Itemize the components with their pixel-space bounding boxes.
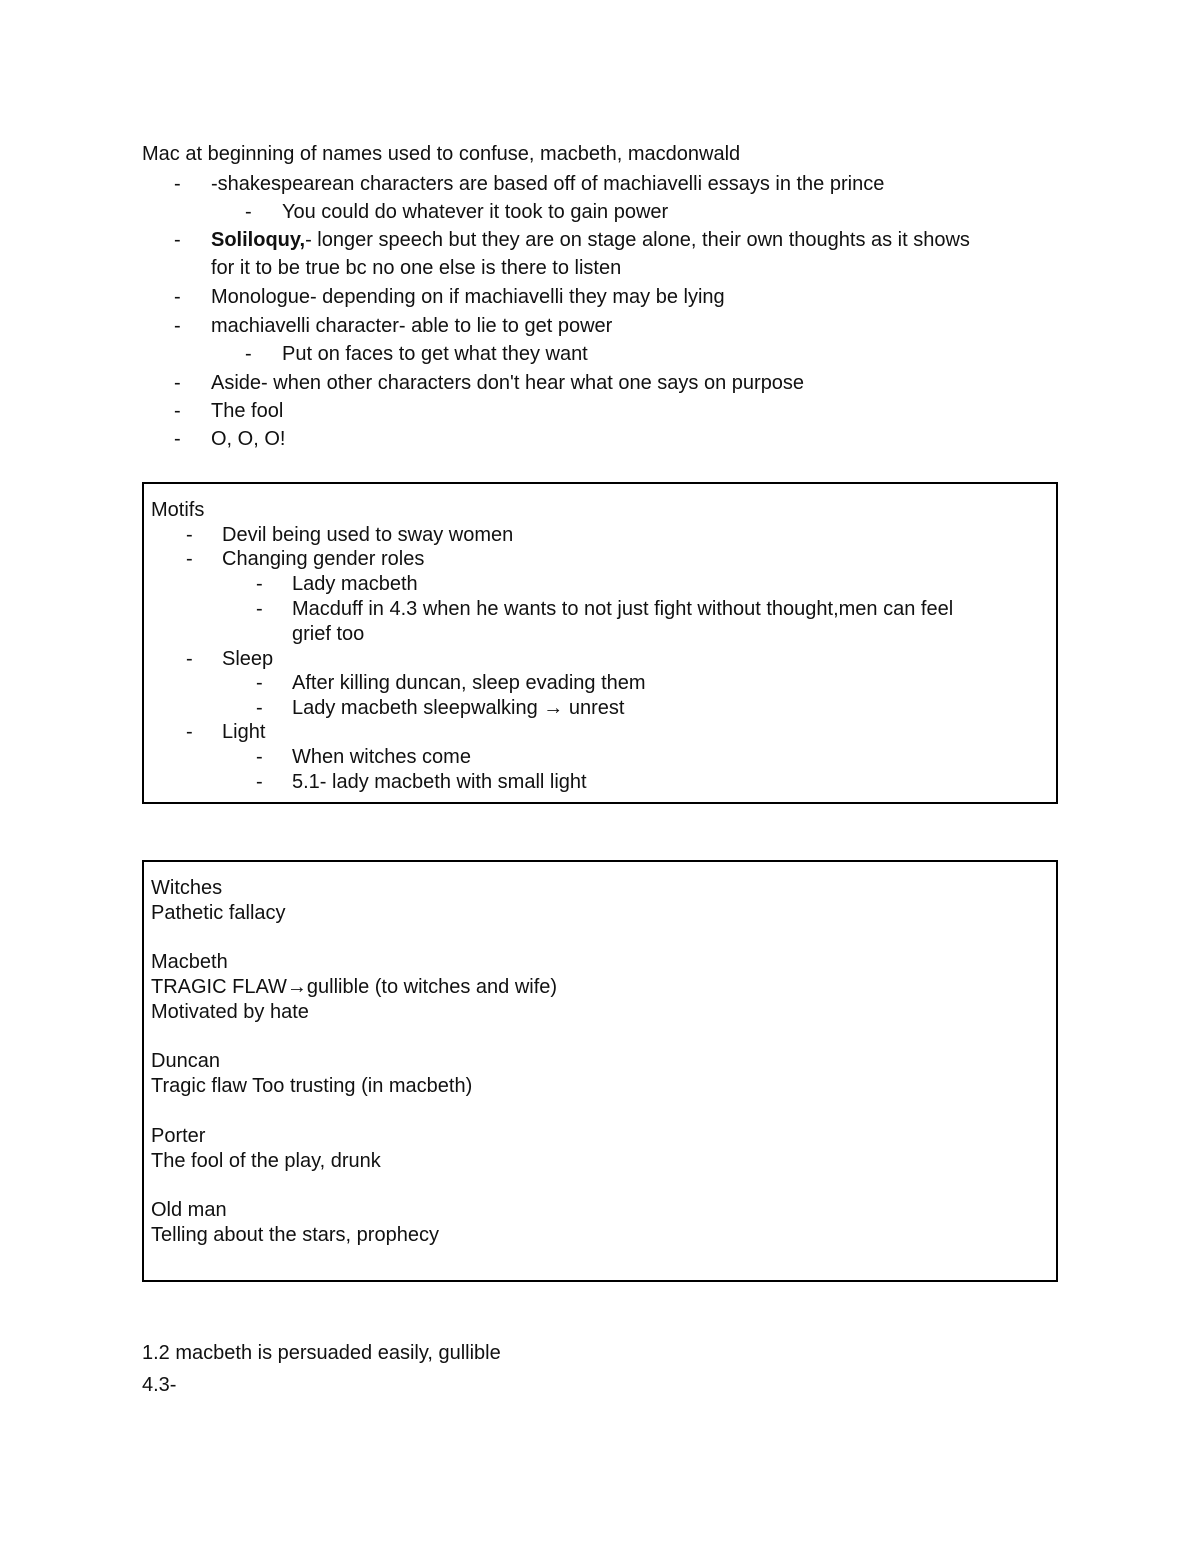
bullet-dash: - (256, 697, 263, 719)
bullet-dash: - (256, 746, 263, 768)
character-note: Motivated by hate (151, 1001, 309, 1023)
character-name: Duncan (151, 1050, 220, 1072)
bullet-dash: - (186, 648, 193, 670)
bullet-dash: - (174, 315, 181, 337)
bullet-dash: - (174, 286, 181, 308)
bullet-dash: - (186, 721, 193, 743)
bullet-dash: - (174, 173, 181, 195)
bullet-dash: - (245, 201, 252, 223)
footer-line: 4.3- (142, 1374, 177, 1396)
bullet-dash: - (174, 428, 181, 450)
bullet-dash: - (174, 229, 181, 251)
character-note: TRAGIC FLAW→gullible (to witches and wife) (151, 976, 558, 998)
bullet-dash: - (245, 343, 252, 365)
motifs-box: Motifs - Devil being used to sway women - Changing gender roles - Lady macbeth - Macduff in 4.3 when he wants to not just fight without thought,men can feel grief too - Sleep - After killing duncan, sleep evading them - Lady macbeth sleepwalking → unrest - Light - When witches come - 5.1- lady macbeth with small light (142, 482, 1058, 804)
bullet-dash: - (256, 771, 263, 793)
character-note: Tragic flaw Too trusting (in macbeth) (151, 1075, 473, 1097)
character-name: Porter (151, 1125, 206, 1147)
bullet-dash: - (256, 672, 263, 694)
list-item-continuation: grief too (292, 623, 365, 645)
motifs-title: Motifs (151, 499, 205, 521)
bullet-dash: - (174, 372, 181, 394)
bullet-dash: - (186, 524, 193, 546)
bullet-dash: - (256, 573, 263, 595)
list-item-continuation: for it to be true bc no one else is there to listen (211, 257, 622, 279)
bullet-dash: - (174, 400, 181, 422)
intro-line: Mac at beginning of names used to confuse, macbeth, macdonwald (142, 143, 741, 165)
character-note: Pathetic fallacy (151, 902, 286, 924)
character-note: Telling about the stars, prophecy (151, 1224, 439, 1246)
character-name: Old man (151, 1199, 227, 1221)
character-note: The fool of the play, drunk (151, 1150, 381, 1172)
characters-box (142, 860, 1058, 1282)
bullet-dash: - (186, 548, 193, 570)
footer-line: 1.2 macbeth is persuaded easily, gullible (142, 1342, 501, 1364)
soliloquy-term: Soliloquy, (211, 229, 306, 251)
character-name: Witches (151, 877, 223, 899)
character-name: Macbeth (151, 951, 228, 973)
document-page: Mac at beginning of names used to confuse, macbeth, macdonwald - -shakespearean characters are based off of machiavelli essays in the prince - You could do whatever it took to gain power - Soliloquy,- longer speech but they are on stage alone, their own thoughts as it shows for it to be true bc no one else is there to listen - Monologue- depending on if machiavelli they may be lying - machiavelli character- able to lie to get power - Put on faces to get what they want - Aside- when other characters don't hear what one says on purpose - The fool - O, O, O! Motifs - Devil being used to sway women - Changing gender roles - Lady macbeth - Macduff in 4.3 when he wants to not just fight without thought,men can feel grief too - Sleep - After killing duncan, sleep evading them - Lady macbeth sleepwalking → unrest - Light - When witches come - 5.1- lady macbeth with small light Witches Pathetic fallacy Macbeth TRAGIC FLAW→gullible (to witches and wife) Motivated by hate Duncan Tragic flaw Too trusting (in macbeth) Porter The fool of the play, drunk Old man Telling about the stars, prophecy 1.2 macbeth is persuaded easily, gullible 4.3- (0, 0, 1200, 1553)
bullet-dash: - (256, 598, 263, 620)
